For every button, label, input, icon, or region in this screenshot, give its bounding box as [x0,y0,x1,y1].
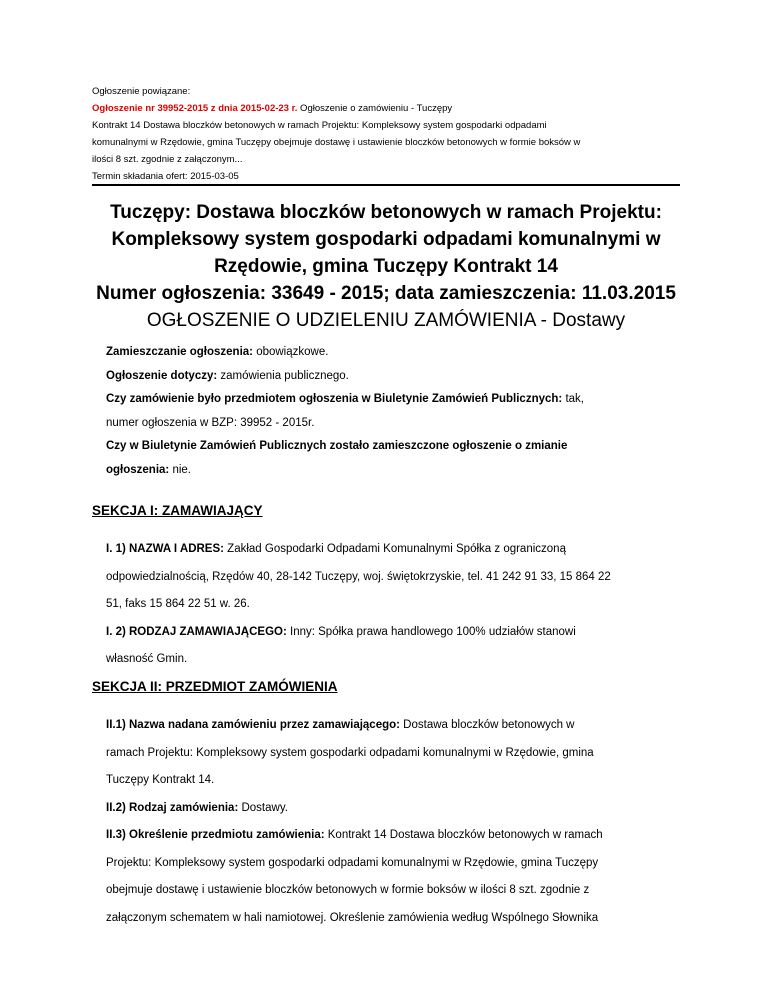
notice-meta [106,341,666,482]
related-label: Ogłoszenie powiązane: [92,86,191,97]
meta-change-a: ogłoszenia: nie. [106,463,192,476]
section-1-body [106,536,672,674]
meta-publication: Zamieszczanie ogłoszenia: obowiązkowe. [106,346,329,358]
contract-type: II.2) Rodzaj zamówienia: Dostawy. [106,801,288,814]
title-line-2: Kompleksowy system gospodarki odpadami komunalnymi w [111,229,661,250]
title-line-3: Rzędowie, gmina Tuczępy Kontrakt 14 [214,256,558,277]
section-2-heading: SEKCJA II: PRZEDMIOT ZAMÓWIENIA [92,679,338,694]
contracting-authority-name: I. 1) NAZWA I ADRES: Zakład Gospodarki Odpadami Komunalnymi Spółka z ograniczoną odpowiedzialnością, Rzędów 40, 28-142 Tuczępy, woj. świętokrzyskie, tel. 41 242 91 33, 15 864 22 51, faks 15 864 22 51 w. 26. [106,543,611,610]
notice-type: OGŁOSZENIE O UDZIELENIU ZAMÓWIENIA - Dostawy [146,310,626,331]
related-line-1: Ogłoszenie nr 39952-2015 z dnia 2015-02-23 r. Ogłoszenie o zamówieniu - Tuczępy [92,103,453,114]
meta-bzp-number: numer ogłoszenia w BZP: 39952 - 2015r. [106,416,315,429]
contract-name: II.1) Nazwa nadana zamówieniu przez zamawiającego: Dostawa bloczków betonowych w ramach Projektu: Kompleksowy system gospodarki odpadami komunalnymi w Rzędowie, gmina Tuczępy Kontrakt 14. [106,719,594,786]
meta-concerns: Ogłoszenie dotyczy: zamówienia publicznego. [106,369,349,382]
meta-bzp: Czy zamówienie było przedmiotem ogłoszenia w Biuletynie Zamówień Publicznych: tak, [106,393,584,405]
notice-number: Numer ogłoszenia: 33649 - 2015; data zamieszczenia: 11.03.2015 [96,283,676,304]
contract-description: II.3) Określenie przedmiotu zamówienia: Kontrakt 14 Dostawa bloczków betonowych w ramach Projektu: Kompleksowy system gospodarki odpadami komunalnymi w Rzędowie, gmina Tuczępy obejmuje dostawę i ustawienie bloczków betonowych w formie boksów w ilości 8 szt. zgodnie z załączonym schematem w hali namiotowej. Określenie zamówienia według Wspólnego Słownika [106,829,603,924]
section-1-heading: SEKCJA I: ZAMAWIAJĄCY [92,503,263,518]
related-notice [92,83,692,185]
related-notice-link[interactable]: Ogłoszenie nr 39952-2015 z dnia 2015-02-23 r. [92,103,298,114]
section-2-body [106,712,672,932]
divider [92,184,680,186]
related-deadline: Termin składania ofert: 2015-03-05 [92,171,239,182]
title-line-1: Tuczępy: Dostawa bloczków betonowych w ramach Projektu: [110,202,662,223]
meta-change-q: Czy w Biuletynie Zamówień Publicznych zostało zamieszczone ogłoszenie o zmianie [106,440,568,452]
contracting-authority-type: I. 2) RODZAJ ZAMAWIAJĄCEGO: Inny: Spółka prawa handlowego 100% udziałów stanowi własność Gmin. [106,625,576,665]
related-line-3: komunalnymi w Rzędowie, gmina Tuczępy obejmuje dostawę i ustawienie bloczków betonowych w formie boksów w [92,137,581,148]
related-line-2: Kontrakt 14 Dostawa bloczków betonowych w ramach Projektu: Kompleksowy system gospodarki odpadami [92,120,547,131]
page-title [92,199,680,334]
related-line-4: ilości 8 szt. zgodnie z załączonym... [92,154,243,165]
